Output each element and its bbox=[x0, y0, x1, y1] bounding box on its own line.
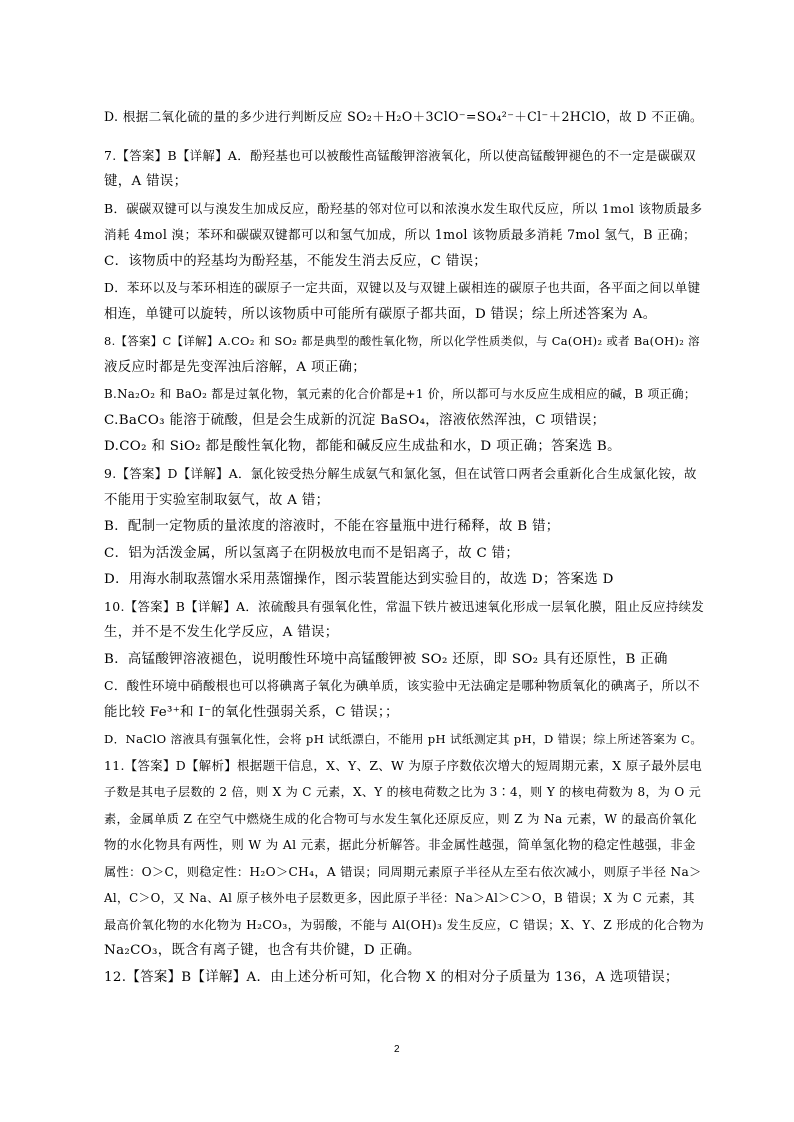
text-line: D. 根据二氧化硫的量的多少进行判断反应 SO₂＋H₂O＋3ClO⁻=SO₄²⁻＋Cl⁻＋2HClO，故 D 不正确。 bbox=[104, 109, 703, 124]
text-line: D．NaClO 溶液具有强氧化性，会将 pH 试纸漂白，不能用 pH 试纸测定其 pH，D 错误；综上所述答案为 C。 bbox=[104, 732, 703, 746]
text-line: 液反应时都是先变浑浊后溶解，A 项正确； bbox=[104, 360, 366, 375]
text-line: Al，C＞O，又 Na、Al 原子核外电子层数更多，因此原子半径：Na＞Al＞C＞O，B 错误；X 为 C 元素，其 bbox=[104, 891, 695, 905]
text-line: B．碳碳双键可以与溴发生加成反应，酚羟基的邻对位可以和浓溴水发生取代反应，所以 1mol 该物质最多 bbox=[104, 201, 703, 216]
text-line: B．配制一定物质的量浓度的溶液时，不能在容量瓶中进行稀释，故 B 错； bbox=[104, 519, 560, 534]
text-line: D．苯环以及与苯环相连的碳原子一定共面，双键以及与双键上碳相连的碳原子也共面，各平面之间以单键 bbox=[104, 280, 701, 295]
text-line: 最高价氧化物的水化物为 H₂CO₃，为弱酸，不能与 Al(OH)₃ 发生反应，C 错误；X、Y、Z 形成的化合物为 bbox=[104, 918, 705, 932]
text-line: B．高锰酸钾溶液褪色，说明酸性环境中高锰酸钾被 SO₂ 还原，即 SO₂ 具有还原性，B 正确 bbox=[104, 652, 668, 667]
text-line: 不能用于实验室制取氨气，故 A 错； bbox=[104, 493, 330, 508]
text-line: 能比较 Fe³⁺和 I⁻的氧化性强弱关系，C 错误；； bbox=[104, 705, 399, 720]
text-line: 12.【答案】B【详解】A．由上述分析可知，化合物 X 的相对分子质量为 136，A 选项错误； bbox=[104, 970, 679, 985]
text-line: 相连，单键可以旋转，所以该物质中可能所有碳原子都共面，D 错误；综上所述答案为 A。 bbox=[104, 307, 657, 322]
text-line: C．酸性环境中硝酸根也可以将碘离子氧化为碘单质，该实验中无法确定是哪种物质氧化的碘离子，所以不 bbox=[104, 678, 700, 693]
text-line: D．用海水制取蒸馏水采用蒸馏操作，图示装置能达到实验目的，故选 D；答案选 D bbox=[104, 572, 614, 587]
text-line: 子数是其电子层数的 2 倍，则 X 为 C 元素，X、Y 的核电荷数之比为 3∶4，则 Y 的核电荷数为 8，为 O 元 bbox=[104, 785, 702, 799]
text-line: 消耗 4mol 溴；苯环和碳碳双键都可以和氢气加成，所以 1mol 该物质最多消耗 7mol 氢气，B 正确； bbox=[104, 227, 697, 242]
text-line: 素，金属单质 Z 在空气中燃烧生成的化合物可与水发生氧化还原反应，则 Z 为 Na 元素，W 的最高价氧化 bbox=[104, 812, 697, 826]
text-line: C．铝为活泼金属，所以氢离子在阴极放电而不是铝离子，故 C 错； bbox=[104, 546, 520, 561]
text-line: 键，A 错误； bbox=[104, 174, 188, 189]
text-line: C．该物质中的羟基均为酚羟基，不能发生消去反应，C 错误； bbox=[104, 254, 488, 269]
text-line: 7.【答案】B【详解】A．酚羟基也可以被酸性高锰酸钾溶液氧化，所以使高锰酸钾褪色的不一定是碳碳双 bbox=[104, 148, 696, 163]
text-line: 11.【答案】D【解析】根据题干信息，X、Y、Z、W 为原子序数依次增大的短周期元素，X 原子最外层电 bbox=[104, 758, 703, 773]
text-line: 10.【答案】B【详解】A．浓硫酸具有强氧化性，常温下铁片被迅速氧化形成一层氧化膜，阻止反应持续发 bbox=[104, 599, 705, 614]
text-line: 生，并不是不发生化学反应，A 错误； bbox=[104, 625, 339, 640]
text-line: B.Na₂O₂ 和 BaO₂ 都是过氧化物，氧元素的化合价都是+1 价，所以都可与水反应生成相应的碱，B 项正确； bbox=[104, 387, 697, 401]
text-line: 9.【答案】D【详解】A．氯化铵受热分解生成氨气和氯化氢，但在试管口两者会重新化合生成氯化铵，故 bbox=[104, 466, 697, 481]
text-line: Na₂CO₃，既含有离子键，也含有共价键，D 正确。 bbox=[104, 943, 421, 958]
text-line: 属性：O＞C，则稳定性：H₂O＞CH₄，A 错误；同周期元素原子半径从左至右依次减小，则原子半径 Na＞ bbox=[104, 865, 702, 879]
page-number: 2 bbox=[394, 1044, 400, 1055]
text-line: 8.【答案】C【详解】A.CO₂ 和 SO₂ 都是典型的酸性氧化物，所以化学性质类似，与 Ca(OH)₂ 或者 Ba(OH)₂ 溶 bbox=[104, 334, 700, 348]
text-line: C.BaCO₃ 能溶于硫酸，但是会生成新的沉淀 BaSO₄，溶液依然浑浊，C 项错误； bbox=[104, 413, 606, 428]
text-line: 物的水化物具有两性，则 W 为 Al 元素，据此分析解答。非金属性越强，简单氢化物的稳定性越强，非金 bbox=[104, 837, 696, 852]
text-line: D.CO₂ 和 SiO₂ 都是酸性氧化物，都能和碱反应生成盐和水，D 项正确；答案选 B。 bbox=[104, 439, 621, 454]
